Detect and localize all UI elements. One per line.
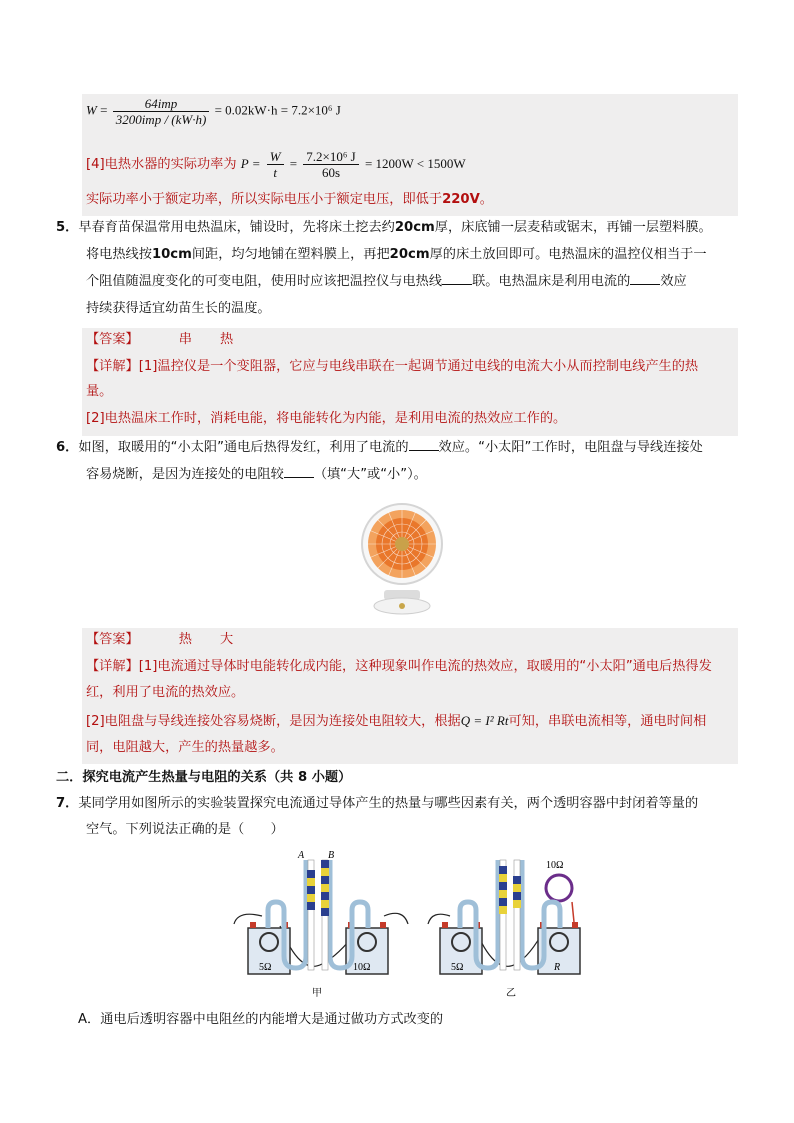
answer-value: 热 — [219, 332, 234, 347]
q6-detail-2b — [86, 738, 284, 758]
resistor-label: 5Ω — [451, 962, 464, 973]
q6-answer — [86, 630, 233, 650]
caption-yi: 乙 — [506, 988, 516, 999]
formula-numerator: 64imp — [113, 96, 210, 112]
q6-blank-2[interactable] — [284, 465, 314, 478]
power-prefix-text: [4]电热水器的实际功率为 — [86, 157, 237, 172]
q7-number: 7． — [56, 796, 79, 811]
power-denominator-1: t — [273, 164, 277, 180]
q6-text-1b: 效应。“小太阳”工作时，电阻盘与导线连接处 — [438, 440, 703, 455]
conclusion-period: 。 — [479, 192, 493, 207]
q6-text-1a: 如图，取暖用的“小太阳”通电后热得发红，利用了电流的 — [78, 440, 409, 455]
detail-text: [1]温控仪是一个变阻器，它应与电线串联在一起调节通过电线的电流大小从而控制电线产生的热 — [138, 359, 699, 374]
q5-text-4: 持续获得适宜幼苗生长的温度。 — [86, 301, 271, 316]
heater-center-cap — [395, 537, 409, 551]
detail-text: 红，利用了电流的热效应。 — [86, 685, 245, 700]
power-result: = 1200W < 1500W — [364, 156, 466, 171]
power-numerator-2: 7.2×10⁶ J — [303, 149, 358, 165]
power-numerator-1: W — [267, 149, 284, 165]
section-heading — [56, 768, 351, 788]
power-p-symbol: P = — [240, 156, 261, 171]
q7-text-2: 空气。下列说法正确的是（ ） — [86, 822, 284, 837]
apparatus-jia — [234, 850, 408, 999]
q5-detail-1b — [86, 382, 112, 402]
q7-text-1: 某同学用如图所示的实验装置探究电流通过导体产生的热量与哪些因素有关，两个透明容器中封闭着等量的 — [78, 796, 699, 811]
q6-detail-2 — [86, 711, 706, 732]
resistor-label: 10Ω — [546, 860, 564, 871]
conclusion-voltage: 220V — [442, 192, 480, 207]
power-denominator-2: 60s — [321, 164, 341, 180]
resistor-label: 10Ω — [353, 962, 371, 973]
q6-detail-1b — [86, 683, 244, 703]
external-resistor — [546, 875, 572, 901]
q6-text-2b: （填“大”或“小”）。 — [313, 467, 427, 482]
answer-label: 【答案】 — [86, 332, 139, 347]
q5-detail-2 — [86, 409, 566, 429]
q5-text-2d: 20cm — [389, 247, 430, 262]
answer-value: 大 — [219, 632, 234, 647]
answer-label: 【答案】 — [86, 632, 139, 647]
q5-answer — [86, 330, 233, 350]
answer-value: 热 — [178, 632, 192, 647]
q5-line-2 — [86, 245, 707, 265]
detail-label: 【详解】 — [86, 359, 139, 374]
formula-w-symbol: W — [86, 102, 97, 118]
caption-jia: 甲 — [312, 988, 322, 999]
experiment-figure — [228, 846, 598, 1002]
option-a-text: A．通电后透明容器中电阻丝的内能增大是通过做功方式改变的 — [78, 1012, 444, 1027]
q7-line-2 — [86, 820, 284, 840]
label-b: B — [328, 850, 335, 861]
q5-text-2c: 间距，均匀地铺在塑料膜上，再把 — [191, 247, 390, 262]
q6-blank-1[interactable] — [409, 438, 439, 451]
q6-text-2a: 容易烧断，是因为连接处的电阻较 — [86, 467, 284, 482]
q6-number: 6． — [56, 440, 79, 455]
detail-text: 同，电阻越大，产生的热量越多。 — [86, 740, 284, 755]
q5-text-3b: 联。电热温床是利用电流的 — [472, 274, 631, 289]
heater-knob — [399, 603, 405, 609]
section-title: 二．探究电流产生热量与电阻的关系（共 8 小题） — [56, 770, 352, 785]
q5-text-1c: 厚，床底铺一层麦秸或锯末，再铺一层塑料膜。 — [434, 220, 712, 235]
detail-label: 【详解】 — [86, 659, 139, 674]
q7-line-1 — [56, 794, 698, 814]
answer-value: 串 — [178, 332, 192, 347]
detail-text: [1]电流通过导体时电能转化成内能，这种现象叫作电流的热效应，取暖用的“小太阳”通电后热得发 — [138, 659, 712, 674]
q6-detail-1 — [86, 657, 712, 677]
q5-detail-1 — [86, 357, 698, 377]
heater-image — [360, 494, 444, 618]
joule-formula: Q = I² Rt — [460, 713, 509, 728]
conclusion-text: 实际功率小于额定功率，所以实际电压小于额定电压，即低于 — [86, 192, 443, 207]
power-fraction-1 — [267, 149, 284, 180]
power-fraction-2 — [303, 149, 358, 180]
q6-line-1 — [56, 438, 703, 458]
detail-text: [2]电阻盘与导线连接处容易烧断，是因为连接处电阻较大，根据 — [86, 714, 461, 729]
detail-text: 量。 — [86, 384, 113, 399]
q7-option-a[interactable] — [78, 1010, 443, 1030]
voltage-conclusion — [86, 190, 493, 210]
formula-result: = 0.02kW·h = 7.2×10⁶ J — [214, 102, 341, 118]
q5-line-3 — [86, 272, 687, 292]
q5-text-3c: 效应 — [660, 274, 687, 289]
apparatus-yi — [428, 860, 580, 999]
q5-blank-1[interactable] — [442, 272, 472, 285]
detail-text: [2]电热温床工作时，消耗电能，将电能转化为内能，是利用电流的热效应工作的。 — [86, 411, 567, 426]
formula-denominator: 3200imp / (kW·h) — [115, 112, 207, 127]
formula-equals: = — [100, 102, 108, 118]
detail-text: 可知，串联电流相等，通电时间相 — [508, 714, 707, 729]
q5-text-2a: 将电热线按 — [86, 247, 152, 262]
formula-fraction — [113, 96, 210, 127]
q5-line-1 — [56, 218, 712, 238]
q5-number: 5． — [56, 220, 79, 235]
q5-text-2b: 10cm — [151, 247, 192, 262]
label-a: A — [298, 850, 305, 861]
power-equals: = — [289, 156, 298, 171]
q5-line-4 — [86, 299, 271, 319]
q6-line-2 — [86, 465, 427, 485]
q5-blank-2[interactable] — [630, 272, 660, 285]
work-formula — [86, 96, 341, 132]
q5-text-2e: 厚的床土放回即可。电热温床的温控仪相当于一 — [429, 247, 707, 262]
q5-text-1b: 20cm — [394, 220, 435, 235]
resistor-label: R — [554, 962, 561, 973]
q5-text-3a: 个阻值随温度变化的可变电阻，使用时应该把温控仪与电热线 — [86, 274, 443, 289]
power-formula-line — [86, 146, 466, 182]
q5-text-1a: 早春育苗保温常用电热温床，铺设时，先将床土挖去约 — [78, 220, 395, 235]
resistor-label: 5Ω — [259, 962, 272, 973]
